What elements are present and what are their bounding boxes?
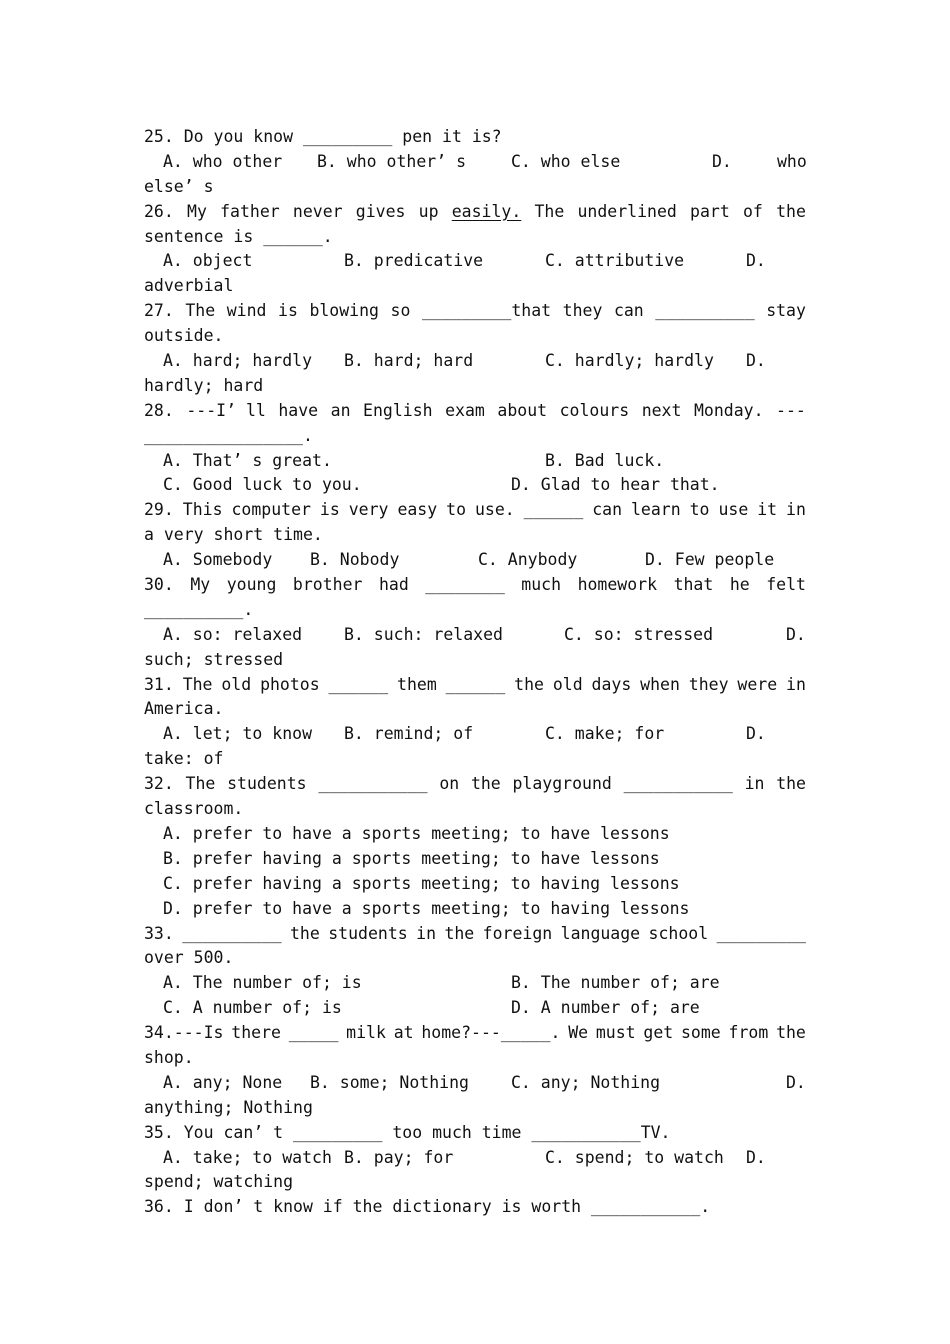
q28-option-a: A. That’ s great. xyxy=(163,450,332,470)
q33-option-b: B. The number of; are xyxy=(511,973,720,993)
q26-option-a: A. object xyxy=(163,251,253,271)
q25-options xyxy=(144,150,806,175)
q34-word: at xyxy=(393,1023,414,1043)
q31-word: days xyxy=(591,674,632,694)
q32-word: 32. xyxy=(144,774,174,794)
q35-options xyxy=(144,1146,806,1171)
q30-option-a: A. so: relaxed xyxy=(163,624,303,644)
q34-option-c: C. any; Nothing xyxy=(511,1072,661,1092)
q35-stem: 35. You can’ t _________ too much time ___________TV. xyxy=(144,1122,671,1142)
q32-word: the xyxy=(470,774,501,794)
q28-word: about xyxy=(497,400,548,420)
q32-word: on xyxy=(439,774,460,794)
q26-stem-line1 xyxy=(144,200,806,225)
q35-option-d-text: spend; watching xyxy=(144,1172,294,1192)
q33-word: _________ xyxy=(716,923,806,943)
q27-word: so xyxy=(390,301,411,321)
q26-option-d-text: adverbial xyxy=(144,276,234,296)
q32-word: The xyxy=(185,774,216,794)
q29-word: computer xyxy=(231,500,311,520)
q31-word: ______ xyxy=(445,674,506,694)
q27-word: they xyxy=(562,301,603,321)
q27-word: blowing xyxy=(309,301,379,321)
q32-option-c: C. prefer having a sports meeting; to having lessons xyxy=(163,873,680,893)
q28-word: ---I’ ll xyxy=(186,400,266,420)
q31-option-d: D. xyxy=(746,724,766,744)
q30-options xyxy=(144,623,806,648)
q31-word: in xyxy=(786,674,806,694)
q32-stem-line2: classroom. xyxy=(144,799,244,819)
q30-word: young xyxy=(226,575,277,595)
q30-word: homework xyxy=(577,575,658,595)
q32-word: ___________ xyxy=(318,774,428,794)
q25-option-d: D. xyxy=(712,151,732,171)
q34-stem-line2: shop. xyxy=(144,1047,194,1067)
q31-stem-line1 xyxy=(144,673,806,698)
q34-word: must xyxy=(595,1023,636,1043)
q31-word: old xyxy=(221,674,252,694)
q27-word: stay xyxy=(766,301,806,321)
q31-word: when xyxy=(640,674,680,694)
q29-word: to xyxy=(446,500,467,520)
q30-stem-line1 xyxy=(144,573,806,598)
q29-word: very xyxy=(348,500,389,520)
q34-word: the xyxy=(776,1023,806,1043)
q28-option-d: D. Glad to hear that. xyxy=(511,475,720,495)
q31-word: them xyxy=(397,674,437,694)
q25-option-d-text: who xyxy=(777,151,807,171)
q33-word: students xyxy=(328,923,408,943)
q30-option-d-text: such; stressed xyxy=(144,649,284,669)
q27-word: can xyxy=(613,301,644,321)
q34-word: milk xyxy=(346,1023,386,1043)
q27-option-d-text: hardly; hard xyxy=(144,375,264,395)
q31-option-a: A. let; to know xyxy=(163,724,313,744)
q31-option-b: B. remind; of xyxy=(344,724,474,744)
q29-options xyxy=(144,548,806,573)
q30-word: felt xyxy=(766,575,806,595)
q29-word: learn xyxy=(631,500,681,520)
q31-options xyxy=(144,722,806,747)
q31-word: The xyxy=(182,674,213,694)
q27-option-c: C. hardly; hardly xyxy=(545,351,714,371)
q26-word: My xyxy=(187,201,207,221)
q33-option-c: C. A number of; is xyxy=(163,998,342,1018)
q27-options xyxy=(144,349,806,374)
q33-stem-line1 xyxy=(144,922,806,947)
q28-word: --- xyxy=(776,400,806,420)
q27-option-b: B. hard; hard xyxy=(344,351,474,371)
q34-word: _____ xyxy=(288,1023,339,1043)
q29-option-d: D. Few people xyxy=(645,550,775,570)
q26-stem-line2: sentence is ______. xyxy=(144,226,333,246)
q32-word: students xyxy=(227,774,307,794)
q31-word: 31. xyxy=(144,674,174,694)
q33-options-row2 xyxy=(144,996,806,1021)
q26-word: underlined xyxy=(577,201,677,221)
q32-option-b: B. prefer having a sports meeting; to have lessons xyxy=(163,848,660,868)
q29-word: can xyxy=(592,500,623,520)
q28-stem-line1 xyxy=(144,399,806,424)
q33-word: language xyxy=(560,923,641,943)
q29-option-a: A. Somebody xyxy=(163,550,273,570)
q29-word: it xyxy=(757,500,778,520)
q26-word: father xyxy=(220,201,280,221)
q30-word: My xyxy=(190,575,211,595)
q35-option-b: B. pay; for xyxy=(344,1147,454,1167)
q32-option-a: A. prefer to have a sports meeting; to have lessons xyxy=(163,823,670,843)
q34-word: We xyxy=(568,1023,589,1043)
q26-word: up xyxy=(418,201,439,221)
q34-option-b: B. some; Nothing xyxy=(310,1072,469,1092)
q32-word: in xyxy=(744,774,765,794)
q29-option-c: C. Anybody xyxy=(478,550,578,570)
q28-word: Monday. xyxy=(693,400,764,420)
q30-stem-line2: __________. xyxy=(144,599,254,619)
q33-option-a: A. The number of; is xyxy=(163,973,362,993)
q31-word: the xyxy=(514,674,544,694)
q32-word: the xyxy=(776,774,806,794)
q31-option-d-text: take: of xyxy=(144,749,224,769)
q26-word: 26. xyxy=(144,201,174,221)
q30-option-c: C. so: stressed xyxy=(564,624,714,644)
q26-option-b: B. predicative xyxy=(344,251,484,271)
q28-word: English xyxy=(363,400,433,420)
q35-option-a: A. take; to watch xyxy=(163,1147,332,1167)
q26-options xyxy=(144,249,806,274)
q27-stem-line1 xyxy=(144,299,806,324)
q33-word: the xyxy=(290,923,320,943)
q35-option-d: D. xyxy=(746,1147,766,1167)
q26-word: part xyxy=(690,201,730,221)
q32-stem-line1 xyxy=(144,772,806,797)
q26-underlined-word: easily. xyxy=(451,201,522,221)
q34-options xyxy=(144,1071,806,1096)
q27-option-d: D. xyxy=(746,351,766,371)
q35-option-c: C. spend; to watch xyxy=(545,1147,724,1167)
q26-option-d: D. xyxy=(746,251,766,271)
q33-options-row1 xyxy=(144,971,806,996)
q25-stem: 25. Do you know _________ pen it is? xyxy=(144,127,502,146)
q28-word: exam xyxy=(445,400,485,420)
q29-word: This xyxy=(182,500,223,520)
q26-word: never xyxy=(292,201,343,221)
q33-word: foreign xyxy=(482,923,553,943)
q28-option-b: B. Bad luck. xyxy=(545,450,665,470)
q29-word: in xyxy=(786,500,806,520)
q34-word: from xyxy=(728,1023,769,1043)
q31-stem-line2: America. xyxy=(144,699,224,719)
q25-option-c: C. who else xyxy=(511,151,621,171)
q29-word: easy xyxy=(397,500,438,520)
q33-word: 33. xyxy=(144,923,174,943)
q36-stem: 36. I don’ t know if the dictionary is worth ___________. xyxy=(144,1197,711,1217)
q29-word: 29. xyxy=(144,500,174,520)
q31-option-c: C. make; for xyxy=(545,724,665,744)
q29-stem-line1 xyxy=(144,498,806,523)
q29-word: ______ xyxy=(523,500,584,520)
q26-option-c: C. attributive xyxy=(545,251,685,271)
q34-word: home?---_____. xyxy=(421,1023,561,1043)
q30-word: he xyxy=(729,575,750,595)
q32-word: ___________ xyxy=(623,774,733,794)
q29-word: to xyxy=(689,500,710,520)
q32-word: playground xyxy=(512,774,612,794)
q30-word: 30. xyxy=(144,575,174,595)
q25-option-a: A. who other xyxy=(163,151,283,171)
q26-word: of xyxy=(743,201,763,221)
q30-word: ________ xyxy=(425,575,505,595)
q30-option-d: D. xyxy=(786,624,806,644)
q28-options-row1 xyxy=(144,449,806,474)
q34-word: some xyxy=(681,1023,721,1043)
q32-option-d: D. prefer to have a sports meeting; to having lessons xyxy=(163,898,690,918)
q27-word: The xyxy=(185,301,216,321)
q26-word: The xyxy=(534,201,565,221)
q27-option-a: A. hard; hardly xyxy=(163,351,313,371)
q28-options-row2 xyxy=(144,473,806,498)
q31-word: were xyxy=(737,674,778,694)
q30-word: had xyxy=(378,575,409,595)
q25-option-d-cont: else’ s xyxy=(144,176,214,196)
q28-stem-line2: ________________. xyxy=(144,425,313,445)
q31-word: photos xyxy=(260,674,320,694)
q29-word: is xyxy=(319,500,340,520)
q33-option-d: D. A number of; are xyxy=(511,998,700,1018)
q31-word: old xyxy=(552,674,583,694)
q30-word: brother xyxy=(292,575,363,595)
q34-stem-line1 xyxy=(144,1021,806,1046)
exercise-content xyxy=(144,125,806,1220)
q28-word: next xyxy=(641,400,682,420)
q33-word: school xyxy=(648,923,709,943)
q29-stem-line2: a very short time. xyxy=(144,525,323,545)
q27-word: 27. xyxy=(144,301,174,321)
q29-word: use xyxy=(718,500,749,520)
q34-option-d-text: anything; Nothing xyxy=(144,1097,313,1117)
q29-word: use. xyxy=(474,500,515,520)
q26-word: the xyxy=(776,201,806,221)
q33-stem-line2: over 500. xyxy=(144,948,234,968)
q33-word: the xyxy=(444,923,475,943)
q27-word: wind xyxy=(226,301,267,321)
q30-word: that xyxy=(673,575,714,595)
q34-word: there xyxy=(231,1023,281,1043)
q34-option-d: D. xyxy=(786,1072,806,1092)
q27-word: _________that xyxy=(421,301,552,321)
q27-word: is xyxy=(278,301,298,321)
q31-word: they xyxy=(688,674,729,694)
q25-option-b: B. who other’ s xyxy=(317,151,467,171)
q30-option-b: B. such: relaxed xyxy=(344,624,503,644)
q33-word: __________ xyxy=(182,923,282,943)
q34-option-a: A. any; None xyxy=(163,1072,283,1092)
q28-word: have xyxy=(278,400,319,420)
q26-word: gives xyxy=(355,201,406,221)
q34-word: 34.---Is xyxy=(144,1023,224,1043)
q34-word: get xyxy=(643,1023,674,1043)
q28-word: colours xyxy=(559,400,630,420)
q28-word: 28. xyxy=(144,400,174,420)
q30-word: much xyxy=(521,575,562,595)
q31-word: ______ xyxy=(328,674,389,694)
q29-option-b: B. Nobody xyxy=(310,550,400,570)
q33-word: in xyxy=(416,923,437,943)
q28-option-c: C. Good luck to you. xyxy=(163,475,362,495)
q27-word: __________ xyxy=(655,301,755,321)
q28-word: an xyxy=(330,400,351,420)
q27-stem-line2: outside. xyxy=(144,326,224,346)
